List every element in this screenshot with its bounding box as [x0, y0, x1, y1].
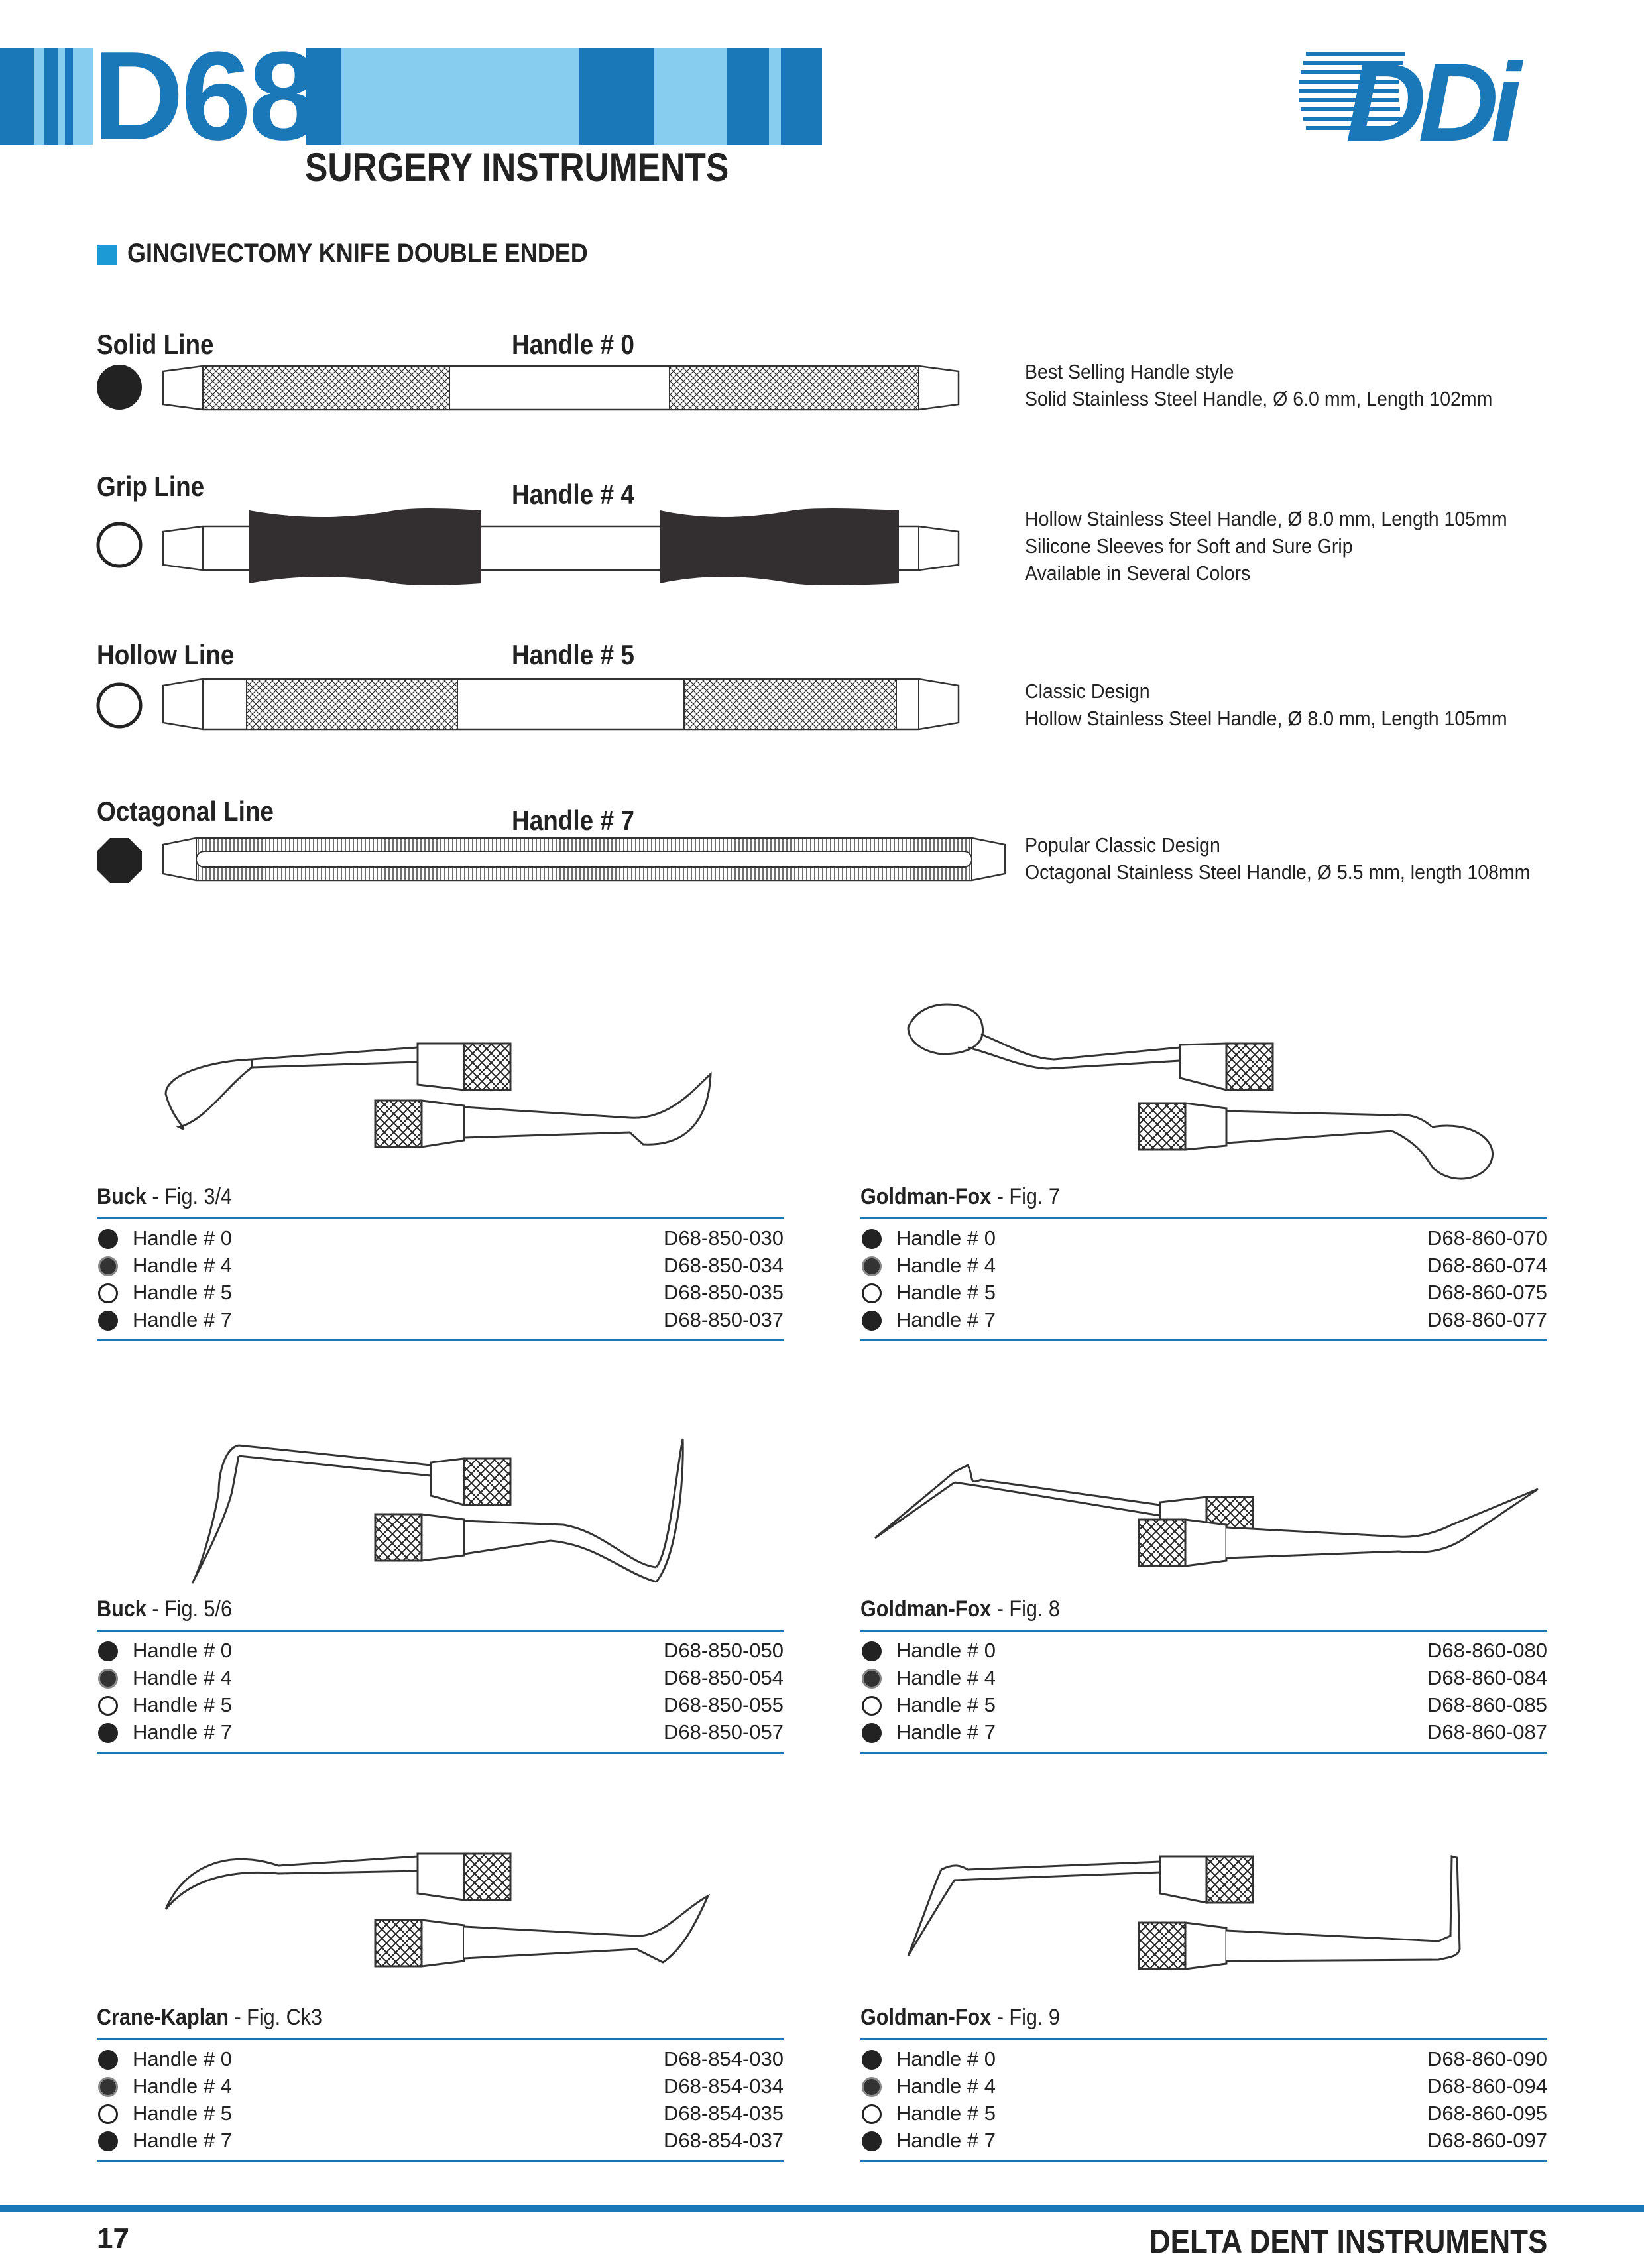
variant-handle: Handle # 0 [133, 1639, 232, 1662]
table-row [860, 1226, 1547, 1254]
variant-handle: Handle # 0 [896, 2047, 996, 2070]
variant-code: D68-860-077 [1427, 1308, 1547, 1331]
handle-description: Popular Classic Design Octagonal Stainless Steel Handle, Ø 5.5 mm, length 108mm [1025, 833, 1531, 884]
table-row [860, 2074, 1547, 2102]
filled-circle-icon [98, 1256, 118, 1276]
variant-handle: Handle # 4 [896, 2074, 996, 2098]
filled-circle-icon [98, 1641, 118, 1661]
octagonal-handle-illustration [156, 833, 1012, 886]
variant-code: D68-860-095 [1427, 2102, 1547, 2125]
table-top-rule [97, 1630, 784, 1632]
hollow-circle-icon [98, 1696, 118, 1716]
catalog-code: D68 [93, 26, 316, 166]
variant-code: D68-854-030 [664, 2047, 784, 2070]
product-table [97, 2005, 784, 2152]
table-top-rule [97, 1217, 784, 1219]
variant-handle: Handle # 7 [133, 2129, 232, 2152]
ddi-logo [1299, 46, 1551, 146]
variant-code: D68-860-084 [1427, 1666, 1547, 1689]
product-figure: - Fig. 3/4 [146, 1184, 233, 1209]
variant-handle: Handle # 4 [133, 1254, 232, 1277]
product-title [860, 1596, 1478, 1622]
variant-code: D68-850-037 [664, 1308, 784, 1331]
hollow-circle-icon [98, 2104, 118, 2124]
table-row [97, 1254, 784, 1281]
table-row [860, 1308, 1547, 1335]
variant-code: D68-854-034 [664, 2074, 784, 2098]
table-row [97, 1281, 784, 1308]
goldman-fox-fig-9-illustration [895, 1843, 1478, 1989]
product-name: Goldman-Fox [860, 1184, 992, 1209]
table-top-rule [860, 1217, 1547, 1219]
variant-code: D68-860-087 [1427, 1720, 1547, 1744]
variant-code: D68-860-070 [1427, 1226, 1547, 1250]
variant-code: D68-860-085 [1427, 1693, 1547, 1716]
grip-handle-illustration [156, 504, 965, 590]
variant-code: D68-850-034 [664, 1254, 784, 1277]
variant-code: D68-850-057 [664, 1720, 784, 1744]
table-row [860, 1639, 1547, 1666]
variant-code: D68-850-035 [664, 1281, 784, 1304]
goldman-fox-fig-7-illustration [888, 994, 1511, 1187]
hollow-circle-icon [862, 1696, 882, 1716]
product-name: Buck [97, 1184, 147, 1209]
variant-code: D68-850-030 [664, 1226, 784, 1250]
variant-handle: Handle # 0 [896, 1639, 996, 1662]
filled-circle-icon [98, 2077, 118, 2097]
table-top-rule [860, 2038, 1547, 2040]
variant-handle: Handle # 5 [896, 1281, 996, 1304]
product-figure: - Fig. 8 [991, 1596, 1060, 1622]
variant-handle: Handle # 0 [133, 2047, 232, 2070]
filled-circle-icon [862, 2131, 882, 2151]
filled-circle-icon [862, 1723, 882, 1743]
table-top-rule [97, 2038, 784, 2040]
variant-handle: Handle # 7 [133, 1720, 232, 1744]
handle-line-name: Octagonal Line [97, 796, 274, 827]
filled-circle-icon [862, 2077, 882, 2097]
table-row [860, 2129, 1547, 2156]
table-row [97, 1693, 784, 1720]
svg-text:DDi: DDi [1346, 46, 1514, 146]
buck-fig-3-4-illustration [152, 1021, 736, 1167]
product-figure: - Fig. 7 [991, 1184, 1060, 1209]
product-title [860, 2005, 1478, 2031]
variant-handle: Handle # 0 [896, 1226, 996, 1250]
variant-code: D68-850-054 [664, 1666, 784, 1689]
product-figure: - Fig. Ck3 [228, 2005, 323, 2030]
table-row [860, 1254, 1547, 1281]
goldman-fox-fig-8-illustration [868, 1439, 1545, 1571]
handle-number-label: Handle # 0 [512, 329, 634, 360]
table-row [860, 2102, 1547, 2129]
variant-handle: Handle # 4 [896, 1666, 996, 1689]
variant-code: D68-850-055 [664, 1693, 784, 1716]
filled-circle-icon [862, 1311, 882, 1331]
product-table [860, 1184, 1547, 1331]
table-bottom-rule [860, 2160, 1547, 2162]
hollow-circle-icon [862, 1283, 882, 1303]
table-row [97, 2047, 784, 2074]
variant-handle: Handle # 7 [896, 1720, 996, 1744]
variant-code: D68-860-074 [1427, 1254, 1547, 1277]
handle-line-name: Hollow Line [97, 639, 235, 670]
product-title [97, 1184, 715, 1210]
variant-handle: Handle # 5 [896, 1693, 996, 1716]
variant-handle: Handle # 7 [896, 2129, 996, 2152]
product-title [860, 1184, 1478, 1210]
variant-handle: Handle # 4 [896, 1254, 996, 1277]
handle-description: Best Selling Handle style Solid Stainless Steel Handle, Ø 6.0 mm, Length 102mm [1025, 360, 1493, 410]
table-row [97, 1226, 784, 1254]
table-row [97, 1666, 784, 1693]
variant-handle: Handle # 0 [133, 1226, 232, 1250]
handle-line-name: Solid Line [97, 329, 214, 360]
product-table [860, 1596, 1547, 1744]
variant-code: D68-860-080 [1427, 1639, 1547, 1662]
filled-circle-icon [98, 1229, 118, 1249]
page-number: 17 [97, 2222, 129, 2255]
handle-description: Classic Design Hollow Stainless Steel Handle, Ø 8.0 mm, Length 105mm [1025, 680, 1507, 730]
hollow-circle-icon [98, 1283, 118, 1303]
table-bottom-rule [860, 1339, 1547, 1341]
filled-circle-icon [862, 1256, 882, 1276]
filled-circle-icon [862, 1669, 882, 1689]
category-bullet [97, 245, 117, 265]
table-row [860, 1281, 1547, 1308]
table-row [860, 1693, 1547, 1720]
table-row [860, 1666, 1547, 1693]
filled-circle-icon [862, 1229, 882, 1249]
variant-handle: Handle # 7 [896, 1308, 996, 1331]
variant-handle: Handle # 4 [133, 2074, 232, 2098]
table-bottom-rule [97, 1339, 784, 1341]
handle-number-label: Handle # 4 [512, 479, 634, 510]
table-top-rule [860, 1630, 1547, 1632]
variant-handle: Handle # 5 [896, 2102, 996, 2125]
table-row [860, 1720, 1547, 1748]
footer-rule [0, 2205, 1644, 2212]
variant-handle: Handle # 4 [133, 1666, 232, 1689]
variant-code: D68-860-097 [1427, 2129, 1547, 2152]
table-bottom-rule [97, 1752, 784, 1754]
product-title [97, 2005, 715, 2031]
handle-description: Hollow Stainless Steel Handle, Ø 8.0 mm, Length 105mm Silicone Sleeves for Soft and Sure Grip Available in Several Colors [1025, 507, 1507, 585]
product-table [97, 1184, 784, 1331]
table-row [97, 1308, 784, 1335]
filled-circle-symbol [95, 363, 143, 411]
solid-handle-illustration [156, 358, 965, 418]
filled-circle-icon [98, 1669, 118, 1689]
company-name: DELTA DENT INSTRUMENTS [1149, 2223, 1547, 2260]
filled-circle-icon [98, 2050, 118, 2070]
filled-circle-icon [862, 1641, 882, 1661]
buck-fig-5-6-illustration [179, 1432, 696, 1591]
product-name: Buck [97, 1596, 147, 1622]
table-row [97, 1720, 784, 1748]
handle-line-name: Grip Line [97, 471, 205, 502]
table-row [97, 2129, 784, 2156]
product-figure: - Fig. 9 [991, 2005, 1060, 2030]
filled-circle-icon [862, 2050, 882, 2070]
hollow-circle-icon [862, 2104, 882, 2124]
variant-code: D68-860-090 [1427, 2047, 1547, 2070]
variant-code: D68-860-094 [1427, 2074, 1547, 2098]
hollow-circle-symbol [95, 682, 143, 729]
table-bottom-rule [97, 2160, 784, 2162]
product-title [97, 1596, 715, 1622]
product-name: Goldman-Fox [860, 1596, 992, 1622]
handle-number-label: Handle # 7 [512, 805, 634, 836]
filled-circle-icon [98, 1723, 118, 1743]
category-title: GINGIVECTOMY KNIFE DOUBLE ENDED [127, 239, 588, 268]
table-row [97, 1639, 784, 1666]
crane-kaplan-fig-ck3-illustration [159, 1836, 716, 1982]
table-row [97, 2074, 784, 2102]
product-table [97, 1596, 784, 1744]
filled-octagon-symbol [95, 837, 143, 884]
product-name: Crane-Kaplan [97, 2005, 229, 2030]
variant-code: D68-854-037 [664, 2129, 784, 2152]
table-row [860, 2047, 1547, 2074]
table-bottom-rule [860, 1752, 1547, 1754]
product-name: Goldman-Fox [860, 2005, 992, 2030]
variant-code: D68-850-050 [664, 1639, 784, 1662]
variant-handle: Handle # 5 [133, 2102, 232, 2125]
variant-code: D68-854-035 [664, 2102, 784, 2125]
table-row [97, 2102, 784, 2129]
product-figure: - Fig. 5/6 [146, 1596, 233, 1622]
variant-handle: Handle # 5 [133, 1693, 232, 1716]
hollow-handle-illustration [156, 671, 965, 737]
variant-handle: Handle # 5 [133, 1281, 232, 1304]
hollow-circle-symbol [95, 521, 143, 569]
filled-circle-icon [98, 1311, 118, 1331]
variant-handle: Handle # 7 [133, 1308, 232, 1331]
handle-number-label: Handle # 5 [512, 639, 634, 670]
filled-circle-icon [98, 2131, 118, 2151]
product-table [860, 2005, 1547, 2152]
variant-code: D68-860-075 [1427, 1281, 1547, 1304]
section-title: SURGERY INSTRUMENTS [305, 145, 729, 190]
